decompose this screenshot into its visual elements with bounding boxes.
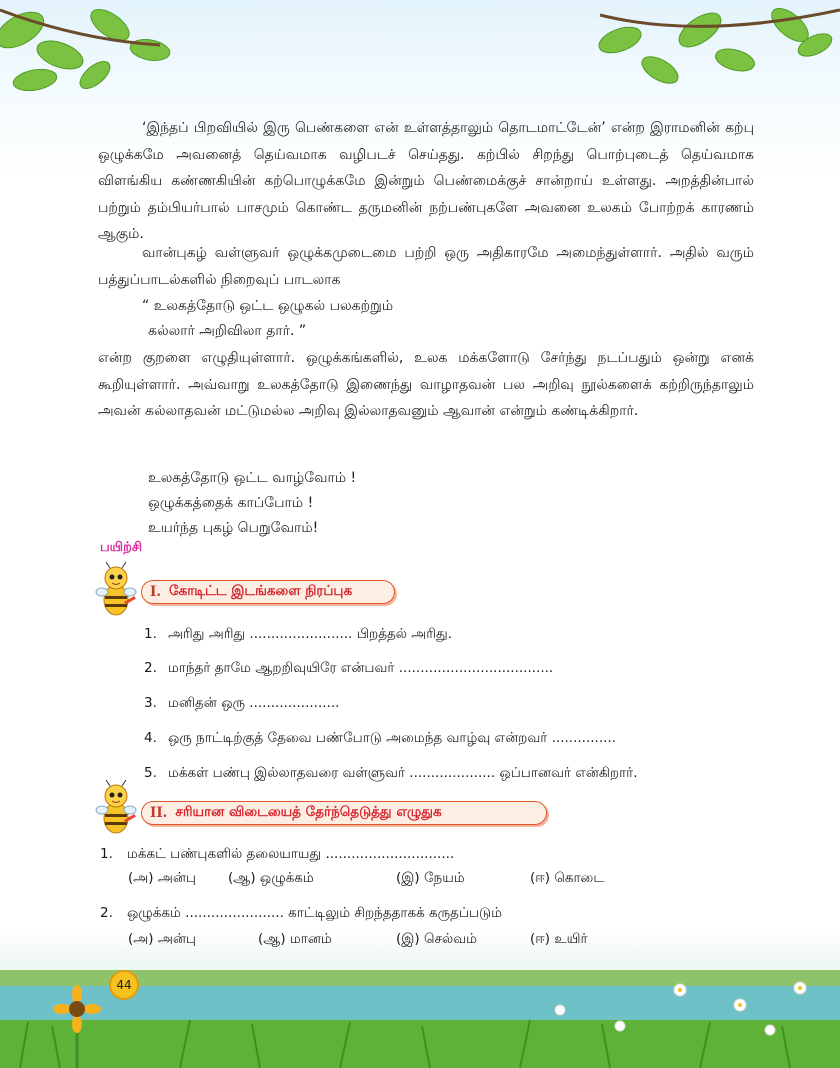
kural-line-1: “ உலகத்தோடு ஒட்ட ஒழுகல் பலகற்றும் [142, 298, 394, 314]
section-1-title: கோடிட்ட இடங்களை நிரப்புக [169, 583, 353, 599]
section-1-roman: I. [150, 584, 162, 600]
kural-line-2: கல்லார் அறிவிலா தார். ” [148, 323, 307, 339]
mcq-2-option-b: (ஆ) மானம் [258, 931, 332, 947]
fill-item-4 [144, 730, 616, 748]
mcq-2-option-c: (இ) செல்வம் [396, 931, 477, 947]
mcq-number: 1. [100, 846, 113, 862]
fill-item-5 [144, 765, 638, 783]
fill-item-2 [144, 660, 553, 678]
fill-item-text: அரிது அரிது ........................ பிறத்தல் அரிது. [168, 626, 453, 642]
paragraph-1: ‘இந்தப் பிறவியில் இரு பெண்களை என் உள்ளத்தாலும் தொடமாட்டேன்’ என்ற இராமனின் கற்பு ஒழுக்கமே அவனைத் தெய்வமாக வழிபடச் செய்தது. கற்பில் சிறந்து பொற்புடைத் தெய்வமாக விளங்கிய கண்ணகியின் கற்பொழுக்கமே இன்றும் பெண்மைக்குச் சான்றாய் உள்ளது. அறத்தின்பால் பற்றும் தம்பியர்பால் பாசமும் கொண்ட தருமனின் நற்பண்புகளே அவனை உலகம் போற்றக் காரணம் ஆகும். [98, 120, 754, 242]
fill-item-number: 4. [144, 730, 157, 746]
section-2-title: சரியான விடையைத் தேர்ந்தெடுத்து எழுதுக [175, 804, 442, 820]
bee-mascot-icon [94, 780, 140, 838]
fill-item-text: ஒரு நாட்டிற்குத் தேவை பண்போடு அமைந்த வாழ்வு என்றவர் ............... [168, 730, 617, 746]
mcq-question-2 [100, 905, 502, 923]
mcq-text: மக்கட் பண்புகளில் தலையாயது .............................. [127, 846, 455, 862]
fill-item-text: மக்கள் பண்பு இல்லாதவரை வள்ளுவர் .................... ஒப்பானவர் என்கிறார். [168, 765, 638, 781]
slogan-2: ஒழுக்கத்தைக் காப்போம் ! [148, 495, 314, 511]
paragraph-3: என்ற குறளை எழுதியுள்ளார். ஒழுக்கங்களில், உலக மக்களோடு சேர்ந்து நடப்பதும் ஒன்று எனக் கூறியுள்ளார். அவ்வாறு உலகத்தோடு இணைந்து வாழாதவன் பல அறிவு நூல்களைக் கற்றிருந்தாலும் அவன் கல்லாதவன் மட்டுமல்ல அறிவு இல்லாதவனும் ஆவான் என்றும் கண்டிக்கிறார். [98, 350, 754, 419]
section-1-heading [141, 580, 395, 604]
mcq-2-option-a: (அ) அன்பு [128, 931, 196, 947]
page-number: 44 [109, 970, 139, 1000]
slogan-1: உலகத்தோடு ஒட்ட வாழ்வோம் ! [148, 470, 357, 486]
fill-item-1 [144, 626, 452, 644]
bee-mascot-icon [94, 562, 140, 620]
fill-item-number: 2. [144, 660, 157, 676]
mcq-1-option-b: (ஆ) ஒழுக்கம் [228, 870, 314, 886]
mcq-number: 2. [100, 905, 113, 921]
fill-item-text: மனிதன் ஒரு ..................... [168, 695, 340, 711]
paragraph-2: வான்புகழ் வள்ளுவர் ஒழுக்கமுடைமை பற்றி ஒரு அதிகாரமே அமைந்துள்ளார். அதில் வரும் பத்துப்பாடல்களில் நிறைவுப் பாடலாக [98, 245, 754, 288]
fill-item-number: 5. [144, 765, 157, 781]
mcq-2-option-d: (ஈ) உயிர் [530, 931, 588, 947]
mcq-1-option-a: (அ) அன்பு [128, 870, 196, 886]
exercise-label: பயிற்சி [100, 540, 143, 555]
fill-item-3 [144, 695, 339, 713]
slogan-3: உயர்ந்த புகழ் பெறுவோம்! [148, 520, 319, 536]
sunflower-icon [52, 984, 102, 1068]
section-2-roman: II. [150, 805, 168, 821]
mcq-text: ஒழுக்கம் ....................... காட்டிலும் சிறந்ததாகக் கருதப்படும் [127, 905, 502, 921]
leaf-branch-icon [0, 0, 840, 110]
mcq-1-option-c: (இ) நேயம் [396, 870, 465, 886]
mcq-1-option-d: (ஈ) கொடை [530, 870, 605, 886]
fill-item-text: மாந்தர் தாமே ஆறறிவுயிரே என்பவர் .................................... [168, 660, 554, 676]
fill-item-number: 1. [144, 626, 157, 642]
fill-item-number: 3. [144, 695, 157, 711]
section-2-heading [141, 801, 547, 825]
mcq-question-1 [100, 846, 454, 864]
